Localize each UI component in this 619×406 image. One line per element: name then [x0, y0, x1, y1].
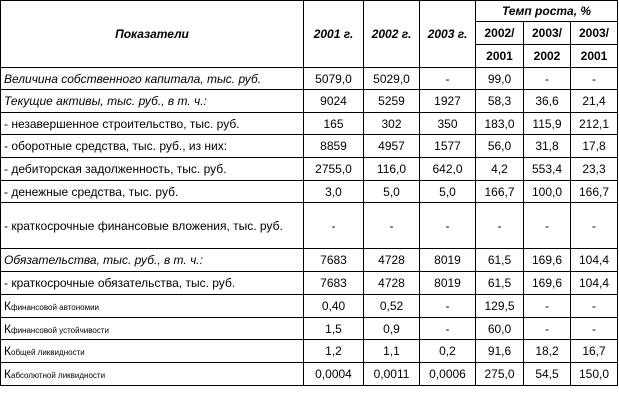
cell-growth-1: 56,0: [476, 135, 524, 158]
table-row: [1, 363, 618, 386]
cell-2002: 4728: [364, 272, 420, 295]
cell-growth-1: 60,0: [476, 318, 524, 340]
cell-growth-2: 169,6: [524, 249, 571, 272]
cell-2001: 9024: [304, 90, 364, 113]
cell-2003: -: [420, 68, 476, 90]
cell-2002: 302: [364, 113, 420, 135]
cell-growth-3: -: [571, 295, 618, 318]
row-label: [1, 318, 304, 340]
coefficient-subscript: общей ликвидности: [11, 348, 85, 357]
cell-2003: -: [420, 295, 476, 318]
cell-2003: 1577: [420, 135, 476, 158]
cell-2002: 4957: [364, 135, 420, 158]
cell-2002: 5,0: [364, 181, 420, 203]
cell-growth-3: 104,4: [571, 249, 618, 272]
cell-growth-3: -: [571, 203, 618, 249]
cell-growth-3: 166,7: [571, 181, 618, 203]
cell-growth-1: -: [476, 203, 524, 249]
row-label: - оборотные средства, тыс. руб., из них:: [1, 135, 304, 158]
cell-2001: 0,0004: [304, 363, 364, 386]
cell-2001: 2755,0: [304, 158, 364, 181]
row-label: - незавершенное строительство, тыс. руб.: [1, 113, 304, 135]
cell-growth-2: -: [524, 318, 571, 340]
header-growth-2003b-bottom: 2001: [571, 45, 618, 68]
table-row: [1, 158, 618, 181]
cell-growth-3: 16,7: [571, 340, 618, 363]
cell-growth-3: 23,3: [571, 158, 618, 181]
cell-growth-1: 129,5: [476, 295, 524, 318]
table-row: [1, 203, 618, 249]
cell-2003: 642,0: [420, 158, 476, 181]
cell-growth-3: 21,4: [571, 90, 618, 113]
cell-growth-2: 36,6: [524, 90, 571, 113]
row-label: - дебиторская задолженность, тыс. руб.: [1, 158, 304, 181]
row-label: Текущие активы, тыс. руб., в т. ч.:: [1, 90, 304, 113]
cell-2002: 0,0011: [364, 363, 420, 386]
table-row: [1, 318, 618, 340]
cell-2003: 8019: [420, 272, 476, 295]
table-row: [1, 113, 618, 135]
cell-2002: 0,9: [364, 318, 420, 340]
coefficient-subscript: абсолютной ликвидности: [11, 371, 106, 380]
header-growth-2002-top: 2002/: [476, 22, 524, 45]
cell-growth-1: 275,0: [476, 363, 524, 386]
cell-2003: 350: [420, 113, 476, 135]
cell-growth-2: 169,6: [524, 272, 571, 295]
cell-growth-2: 115,9: [524, 113, 571, 135]
cell-growth-2: 100,0: [524, 181, 571, 203]
cell-2001: 1,2: [304, 340, 364, 363]
row-label: Величина собственного капитала, тыс. руб.: [1, 68, 304, 90]
table-row: [1, 272, 618, 295]
table-row: [1, 90, 618, 113]
row-label: [1, 295, 304, 318]
coefficient-symbol: К: [4, 367, 11, 381]
cell-growth-1: 58,3: [476, 90, 524, 113]
table-row: [1, 181, 618, 203]
cell-growth-3: 104,4: [571, 272, 618, 295]
row-label: [1, 340, 304, 363]
cell-growth-3: 212,1: [571, 113, 618, 135]
header-growth-2003-bottom: 2002: [524, 45, 571, 68]
header-growth-rate: Темп роста, %: [476, 1, 618, 22]
table-row: [1, 249, 618, 272]
cell-growth-1: 4,2: [476, 158, 524, 181]
header-growth-2002-bottom: 2001: [476, 45, 524, 68]
cell-growth-3: 17,8: [571, 135, 618, 158]
cell-2002: 5029,0: [364, 68, 420, 90]
cell-growth-2: 31,8: [524, 135, 571, 158]
header-growth-2003-top: 2003/: [524, 22, 571, 45]
cell-2001: 165: [304, 113, 364, 135]
cell-growth-3: 150,0: [571, 363, 618, 386]
cell-growth-1: 61,5: [476, 249, 524, 272]
cell-growth-1: 91,6: [476, 340, 524, 363]
cell-2001: 1,5: [304, 318, 364, 340]
cell-2002: 1,1: [364, 340, 420, 363]
cell-growth-1: 99,0: [476, 68, 524, 90]
cell-2001: 3,0: [304, 181, 364, 203]
cell-2003: 5,0: [420, 181, 476, 203]
cell-growth-2: 18,2: [524, 340, 571, 363]
cell-growth-1: 166,7: [476, 181, 524, 203]
table-row: [1, 340, 618, 363]
cell-growth-2: -: [524, 203, 571, 249]
cell-growth-2: -: [524, 68, 571, 90]
table-row: [1, 135, 618, 158]
cell-growth-3: -: [571, 318, 618, 340]
row-label: - краткосрочные финансовые вложения, тыс. руб.: [1, 203, 304, 249]
row-label: - краткосрочные обязательства, тыс. руб.: [1, 272, 304, 295]
cell-2001: 8859: [304, 135, 364, 158]
cell-growth-2: 54,5: [524, 363, 571, 386]
cell-2002: 4728: [364, 249, 420, 272]
cell-2002: 116,0: [364, 158, 420, 181]
header-2002: 2002 г.: [364, 1, 420, 68]
coefficient-subscript: финансовой автономии: [11, 303, 100, 312]
coefficient-symbol: К: [4, 344, 11, 358]
cell-growth-1: 61,5: [476, 272, 524, 295]
cell-2001: 7683: [304, 272, 364, 295]
cell-growth-1: 183,0: [476, 113, 524, 135]
cell-2003: -: [420, 203, 476, 249]
cell-2001: 0,40: [304, 295, 364, 318]
header-2001: 2001 г.: [304, 1, 364, 68]
cell-2001: 5079,0: [304, 68, 364, 90]
cell-2001: -: [304, 203, 364, 249]
cell-2003: 0,2: [420, 340, 476, 363]
cell-2003: 0,0006: [420, 363, 476, 386]
header-2003: 2003 г.: [420, 1, 476, 68]
cell-growth-2: -: [524, 295, 571, 318]
row-label: [1, 363, 304, 386]
coefficient-symbol: К: [4, 321, 11, 336]
cell-2002: -: [364, 203, 420, 249]
cell-2002: 0,52: [364, 295, 420, 318]
coefficient-symbol: К: [4, 299, 11, 313]
cell-2001: 7683: [304, 249, 364, 272]
cell-2003: 8019: [420, 249, 476, 272]
cell-growth-2: 553,4: [524, 158, 571, 181]
coefficient-subscript: финансовой устойчивости: [11, 325, 109, 335]
cell-2003: -: [420, 318, 476, 340]
cell-growth-3: -: [571, 68, 618, 90]
row-label: Обязательства, тыс. руб., в т. ч.:: [1, 249, 304, 272]
table-row: [1, 295, 618, 318]
row-label: - денежные средства, тыс. руб.: [1, 181, 304, 203]
cell-2002: 5259: [364, 90, 420, 113]
header-indicator: Показатели: [1, 1, 304, 68]
table-row: [1, 68, 618, 90]
cell-2003: 1927: [420, 90, 476, 113]
header-growth-2003b-top: 2003/: [571, 22, 618, 45]
